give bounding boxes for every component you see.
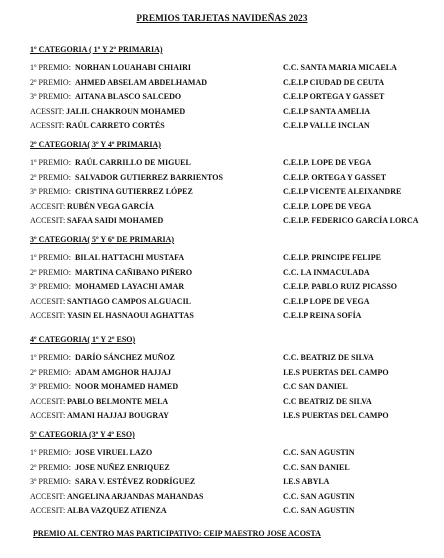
- award-row: [0, 397, 444, 409]
- school-name: C.E.I.P REINA SOFÍA: [283, 311, 362, 321]
- category-heading: 3º CATEGORIA( 5º Y 6º DE PRIMARIA): [30, 235, 175, 244]
- school-name: C.C BEATRIZ DE SILVA: [283, 396, 372, 406]
- award-row: [0, 187, 444, 199]
- school-name: C.E.I.P. FEDERICO GARCÍA LORCA: [283, 216, 419, 226]
- school-name: I.E.S PUERTAS DEL CAMPO: [283, 367, 389, 377]
- school-name: C.E.I.P. LOPE DE VEGA: [283, 158, 372, 167]
- school-name: C.E.I.P ORTEGA Y GASSET: [283, 92, 385, 102]
- school-name: C.E.I.P LOPE DE VEGA: [283, 296, 370, 306]
- award-row: [0, 158, 444, 170]
- award-label: 2º PREMIO:: [30, 367, 71, 377]
- winner-name: AMANI HAJJAJ BOUGRAY: [67, 411, 169, 421]
- school-name: C.C. BEATRIZ DE SILVA: [283, 353, 374, 362]
- award-row: [0, 121, 444, 133]
- winner-name: RUBÉN VEGA GARCÍA: [67, 201, 154, 211]
- winner-name: JOSE NUÑEZ ENRIQUEZ: [75, 462, 170, 472]
- winner-name: AITANA BLASCO SALCEDO: [75, 92, 182, 102]
- winner-name: DARÍO SÁNCHEZ MUÑOZ: [75, 353, 176, 362]
- winner-name: SALVADOR GUTIERREZ BARRIENTOS: [75, 172, 223, 182]
- award-row: [0, 463, 444, 475]
- school-name: C.C. SAN AGUSTIN: [283, 491, 355, 501]
- award-row: [0, 506, 444, 518]
- winner-name: SANTIAGO CAMPOS ALGUACIL: [67, 296, 192, 306]
- school-name: C.E.I.P VICENTE ALEIXANDRE: [283, 187, 402, 197]
- award-label: 3º PREMIO:: [30, 282, 71, 292]
- school-name: I.E.S ABYLA: [283, 477, 330, 487]
- award-label: 3º PREMIO:: [30, 382, 71, 392]
- school-name: I.E.S PUERTAS DEL CAMPO: [283, 411, 389, 421]
- award-row: [0, 216, 444, 228]
- award-row: [0, 253, 444, 265]
- award-row: [0, 268, 444, 280]
- award-label: 2º PREMIO:: [30, 77, 71, 87]
- award-label: 1º PREMIO:: [30, 448, 71, 457]
- school-name: C.C. SAN AGUSTIN: [283, 506, 355, 516]
- award-label: ACCESIT:: [30, 311, 66, 321]
- document-title: PREMIOS TARJETAS NAVIDEÑAS 2023: [136, 13, 308, 23]
- award-row: [0, 63, 444, 75]
- winner-name: RAÚL CARRILLO DE MIGUEL: [75, 158, 191, 167]
- school-name: C.E.I.P. PABLO RUIZ PICASSO: [283, 282, 398, 292]
- award-label: ACCESIT:: [30, 506, 66, 516]
- award-label: ACCESIT:: [30, 296, 66, 306]
- winner-name: JOSE VIRUEL LAZO: [75, 448, 153, 457]
- award-label: 2º PREMIO:: [30, 172, 71, 182]
- award-label: 2º PREMIO:: [30, 267, 71, 277]
- winner-name: ANGELINA ARJANDAS MAHANDAS: [67, 491, 204, 501]
- winner-name: ADAM AMGHOR HAJJAJ: [75, 367, 171, 377]
- winner-name: MOHAMED LAYACHI AMAR: [75, 282, 185, 292]
- award-label: 1º PREMIO:: [30, 158, 71, 167]
- award-row: [0, 382, 444, 394]
- award-row: [0, 202, 444, 214]
- winner-name: SAFAA SAIDI MOHAMED: [67, 216, 164, 226]
- award-row: [0, 297, 444, 309]
- winner-name: AHMED ABSELAM ABDELHAMAD: [75, 77, 208, 87]
- school-name: C.C. SAN DANIEL: [283, 462, 350, 472]
- award-label: 1º PREMIO:: [30, 353, 71, 362]
- school-name: C.E.I.P VALLE INCLAN: [283, 121, 370, 131]
- award-label: 3º PREMIO:: [30, 92, 71, 102]
- category-heading: 5º CATEGORIA (3º Y 4º ESO): [30, 430, 135, 439]
- school-name: C.E.I.P. ORTEGA Y GASSET: [283, 172, 387, 182]
- award-label: ACESSIT:: [30, 106, 65, 116]
- participation-award: PREMIO AL CENTRO MAS PARTICIPATIVO: CEIP MAESTRO JOSE ACOSTA: [33, 529, 321, 538]
- school-name: C.E.I.P CIUDAD DE CEUTA: [283, 77, 385, 87]
- school-name: C.C SAN DANIEL: [283, 382, 348, 392]
- award-row: [0, 78, 444, 90]
- winner-name: MARTINA CAÑIBANO PIÑERO: [75, 267, 193, 277]
- award-row: [0, 353, 444, 365]
- award-row: [0, 173, 444, 185]
- award-row: [0, 448, 444, 460]
- award-row: [0, 311, 444, 323]
- award-row: [0, 107, 444, 119]
- school-name: C.E.I.P. PRINCIPE FELIPE: [283, 253, 381, 262]
- award-label: 1º PREMIO:: [30, 253, 71, 262]
- award-label: ACCESIT:: [30, 396, 66, 406]
- school-name: C.C. SANTA MARIA MICAELA: [283, 63, 397, 72]
- award-label: ACCESIT:: [30, 491, 66, 501]
- winner-name: CRISTINA GUTIERREZ LÓPEZ: [75, 187, 193, 197]
- winner-name: RAÚL CARRETO CORTÉS: [66, 121, 165, 131]
- winner-name: SARA V. ESTÉVEZ RODRÍGUEZ: [75, 477, 196, 487]
- award-label: 3º PREMIO:: [30, 187, 71, 197]
- school-name: C.C. LA INMACULADA: [283, 267, 370, 277]
- award-label: ACCESIT:: [30, 216, 66, 226]
- award-row: [0, 92, 444, 104]
- award-label: ACESSIT:: [30, 121, 65, 131]
- award-row: [0, 411, 444, 423]
- winner-name: PABLO BELMONTE MELA: [67, 396, 169, 406]
- winner-name: NORHAN LOUAHABI CHIAIRI: [75, 63, 192, 72]
- winner-name: JALIL CHAKROUN MOHAMED: [66, 106, 186, 116]
- award-row: [0, 492, 444, 504]
- award-label: ACCESIT:: [30, 201, 66, 211]
- award-row: [0, 368, 444, 380]
- winner-name: YASIN EL HASNAOUI AGHATTAS: [67, 311, 194, 321]
- winner-name: NOOR MOHAMED HAMED: [75, 382, 179, 392]
- award-label: ACCESIT:: [30, 411, 66, 421]
- category-heading: 2º CATEGORIA( 3º Y 4º PRIMARIA): [30, 140, 161, 149]
- award-label: 3º PREMIO:: [30, 477, 71, 487]
- award-row: [0, 477, 444, 489]
- award-row: [0, 282, 444, 294]
- school-name: C.E.I.P. LOPE DE VEGA: [283, 201, 372, 211]
- school-name: C.E.I.P SANTA AMELIA: [283, 106, 371, 116]
- category-heading: 1º CATEGORIA ( 1º Y 2º PRIMARIA): [30, 45, 163, 54]
- winner-name: ALBA VAZQUEZ ATIENZA: [67, 506, 167, 516]
- category-heading: 4º CATEGORIA( 1º Y 2º ESO): [30, 335, 136, 344]
- school-name: C.C. SAN AGUSTIN: [283, 448, 355, 457]
- award-label: 2º PREMIO:: [30, 462, 71, 472]
- award-label: 1º PREMIO:: [30, 63, 71, 72]
- winner-name: BILAL HATTACHI MUSTAFA: [75, 253, 185, 262]
